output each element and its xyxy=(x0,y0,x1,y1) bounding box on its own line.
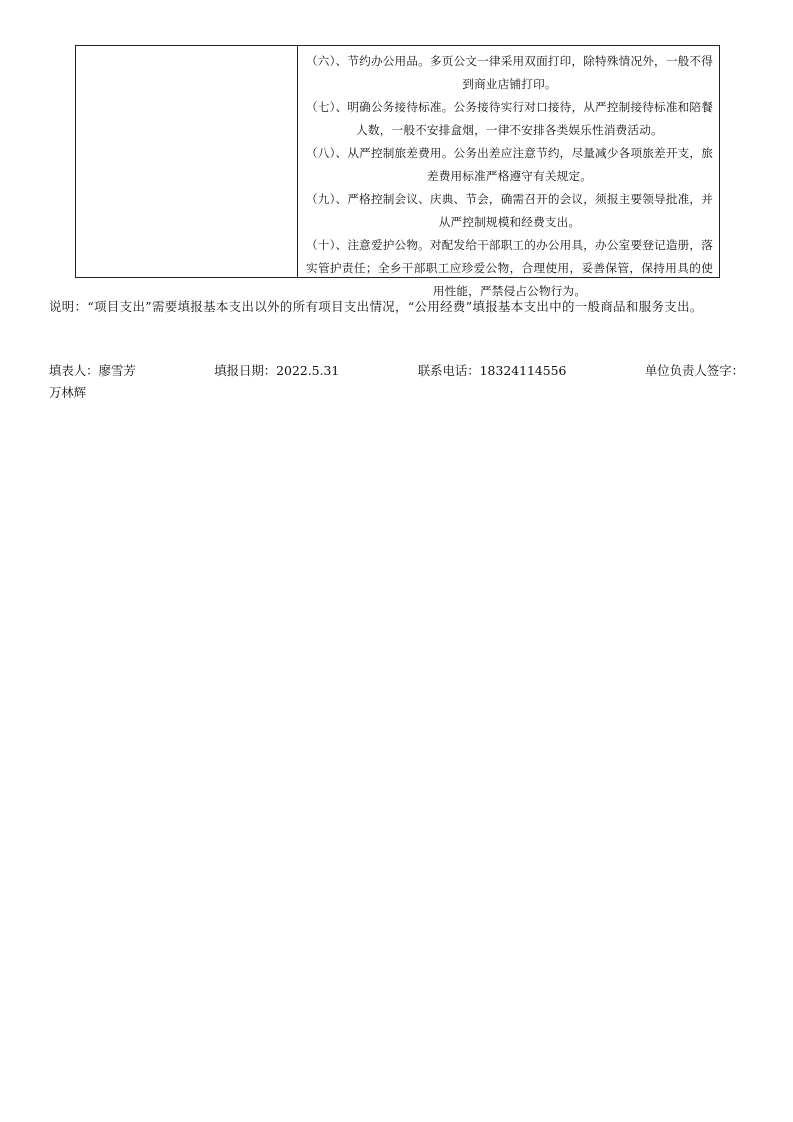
measure-item-9: （九）、严格控制会议、庆典、节会，确需召开的会议，须报主要领导批准，并从严控制规模和经费支出。 xyxy=(306,192,713,229)
phone-field: 联系电话：18324114556 xyxy=(417,363,567,378)
signer-label: 单位负责人签字： xyxy=(644,363,744,378)
filler-field: 填表人：廖雪芳 xyxy=(49,363,136,378)
expense-table xyxy=(75,45,720,298)
signer-name: 万林辉 xyxy=(49,385,87,400)
measure-item-8: （八）、从严控制旅差费用。公务出差应注意节约，尽量减少各项旅差开支，旅差费用标准严格遵守有关规定。 xyxy=(306,146,713,183)
form-footer xyxy=(49,360,744,404)
measure-item-6: （六）、节约办公用品。多页公文一律采用双面打印，除特殊情况外，一般不得到商业店铺打印。 xyxy=(306,54,713,91)
measure-item-7: （七）、明确公务接待标准。公务接待实行对口接待，从严控制接待标准和陪餐人数，一般不安排盒烟，一律不安排各类娱乐性消费活动。 xyxy=(306,100,713,137)
measures-cell xyxy=(298,46,719,298)
measure-item-10: （十）、注意爱护公物。对配发给干部职工的办公用具，办公室要登记造册，落实管护责任；全乡干部职工应珍爱公物，合理使用，妥善保管，保持用具的使用性能，严禁侵占公物行为。 xyxy=(306,238,713,298)
explanation-note: 说明：“项目支出”需要填报基本支出以外的所有项目支出情况，“公用经费”填报基本支出中的一般商品和服务支出。 xyxy=(49,299,703,314)
footer-row xyxy=(49,360,744,382)
date-field: 填报日期：2022.5.31 xyxy=(214,363,340,378)
table-left-cell xyxy=(76,46,298,277)
